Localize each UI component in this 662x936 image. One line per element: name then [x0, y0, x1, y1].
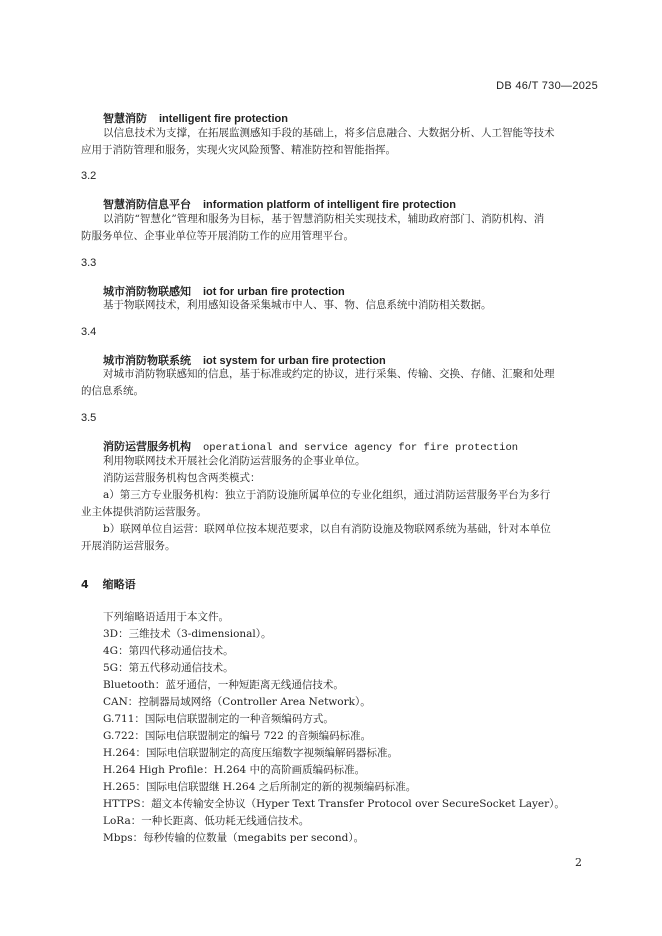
abbreviation-item: Bluetooth：蓝牙通信，一种短距离无线通信技术。: [103, 679, 344, 691]
section-heading: [81, 576, 136, 592]
section-number: 4: [81, 578, 89, 591]
term-body-line: 以信息技术为支撑，在拓展监测感知手段的基础上，将多信息融合、大数据分析、人工智能等技术: [103, 127, 555, 139]
term-body-line: 应用于消防管理和服务，实现火灾风险预警、精准防控和智能指挥。: [81, 144, 396, 156]
abbreviation-item: 4G：第四代移动通信技术。: [103, 645, 234, 657]
term-body-line: 防服务单位、企事业单位等开展消防工作的应用管理平台。: [81, 230, 354, 242]
term-body-line: 以消防“智慧化”管理和服务为目标，基于智慧消防相关实现技术，辅助政府部门、消防机构、消: [103, 213, 545, 225]
term-zh: 城市消防物联感知: [103, 285, 191, 298]
term-body-line: 的信息系统。: [81, 385, 144, 397]
page-number: 2: [575, 856, 582, 869]
clause-number: 3.4: [81, 326, 97, 338]
section-title: 缩略语: [102, 578, 136, 591]
abbreviation-item: LoRa：一种长距离、低功耗无线通信技术。: [103, 815, 310, 827]
term-body-line: b）联网单位自运营：联网单位按本规范要求，以自有消防设施及物联网系统为基础，针对本单位: [103, 523, 551, 535]
term-body-line: 对城市消防物联感知的信息，基于标准或约定的协议，进行采集、传输、交换、存储、汇聚和处理: [103, 368, 555, 380]
abbreviation-item: 3D：三维技术（3-dimensional）。: [103, 628, 272, 640]
term-en: iot for urban fire protection: [203, 286, 345, 298]
term-body-line: a）第三方专业服务机构：独立于消防设施所属单位的专业化组织，通过消防运营服务平台为多行: [103, 489, 551, 501]
term-body-line: 消防运营服务机构包含两类模式：: [103, 472, 261, 484]
term-en: iot system for urban fire protection: [203, 355, 386, 367]
abbreviation-item: 5G：第五代移动通信技术。: [103, 662, 234, 674]
term-title: [103, 110, 288, 126]
term-en: information platform of intelligent fire protection: [203, 199, 456, 211]
abbreviation-item: Mbps：每秒传输的位数量（megabits per second）。: [103, 832, 365, 844]
clause-number: 3.2: [81, 170, 97, 182]
document-header: DB 46/T 730—2025: [496, 80, 598, 92]
term-body-line: 基于物联网技术，利用感知设备采集城市中人、事、物、信息系统中消防相关数据。: [103, 299, 492, 311]
term-body-line: 业主体提供消防运营服务。: [81, 506, 207, 518]
clause-number: 3.3: [81, 257, 97, 269]
term-title: [103, 196, 456, 212]
abbreviation-item: H.265：国际电信联盟继 H.264 之后所制定的新的视频编码标准。: [103, 781, 417, 793]
term-en: operational and service agency for fire protection: [203, 442, 519, 454]
term-body-line: 利用物联网技术开展社会化消防运营服务的企事业单位。: [103, 455, 366, 467]
term-zh: 城市消防物联系统: [103, 354, 191, 367]
term-body-line: 开展消防运营服务。: [81, 540, 176, 552]
abbreviation-item: H.264 High Profile：H.264 中的高阶画质编码标准。: [103, 764, 366, 776]
section-intro: 下列缩略语适用于本文件。: [103, 611, 229, 623]
abbreviation-item: G.722：国际电信联盟制定的编号 722 的音频编码标准。: [103, 730, 372, 742]
clause-number: 3.5: [81, 412, 97, 424]
abbreviation-item: CAN：控制器局域网络（Controller Area Network）。: [103, 696, 371, 708]
term-title: [103, 438, 518, 454]
abbreviation-item: HTTPS：超文本传输安全协议（Hyper Text Transfer Protocol over SecureSocket Layer）。: [103, 798, 565, 810]
term-zh: 智慧消防: [103, 112, 147, 125]
abbreviation-item: H.264：国际电信联盟制定的高度压缩数字视频编解码器标准。: [103, 747, 399, 759]
term-zh: 消防运营服务机构: [103, 440, 191, 453]
term-en: intelligent fire protection: [159, 113, 288, 125]
abbreviation-item: G.711：国际电信联盟制定的一种音频编码方式。: [103, 713, 334, 725]
term-zh: 智慧消防信息平台: [103, 198, 191, 211]
